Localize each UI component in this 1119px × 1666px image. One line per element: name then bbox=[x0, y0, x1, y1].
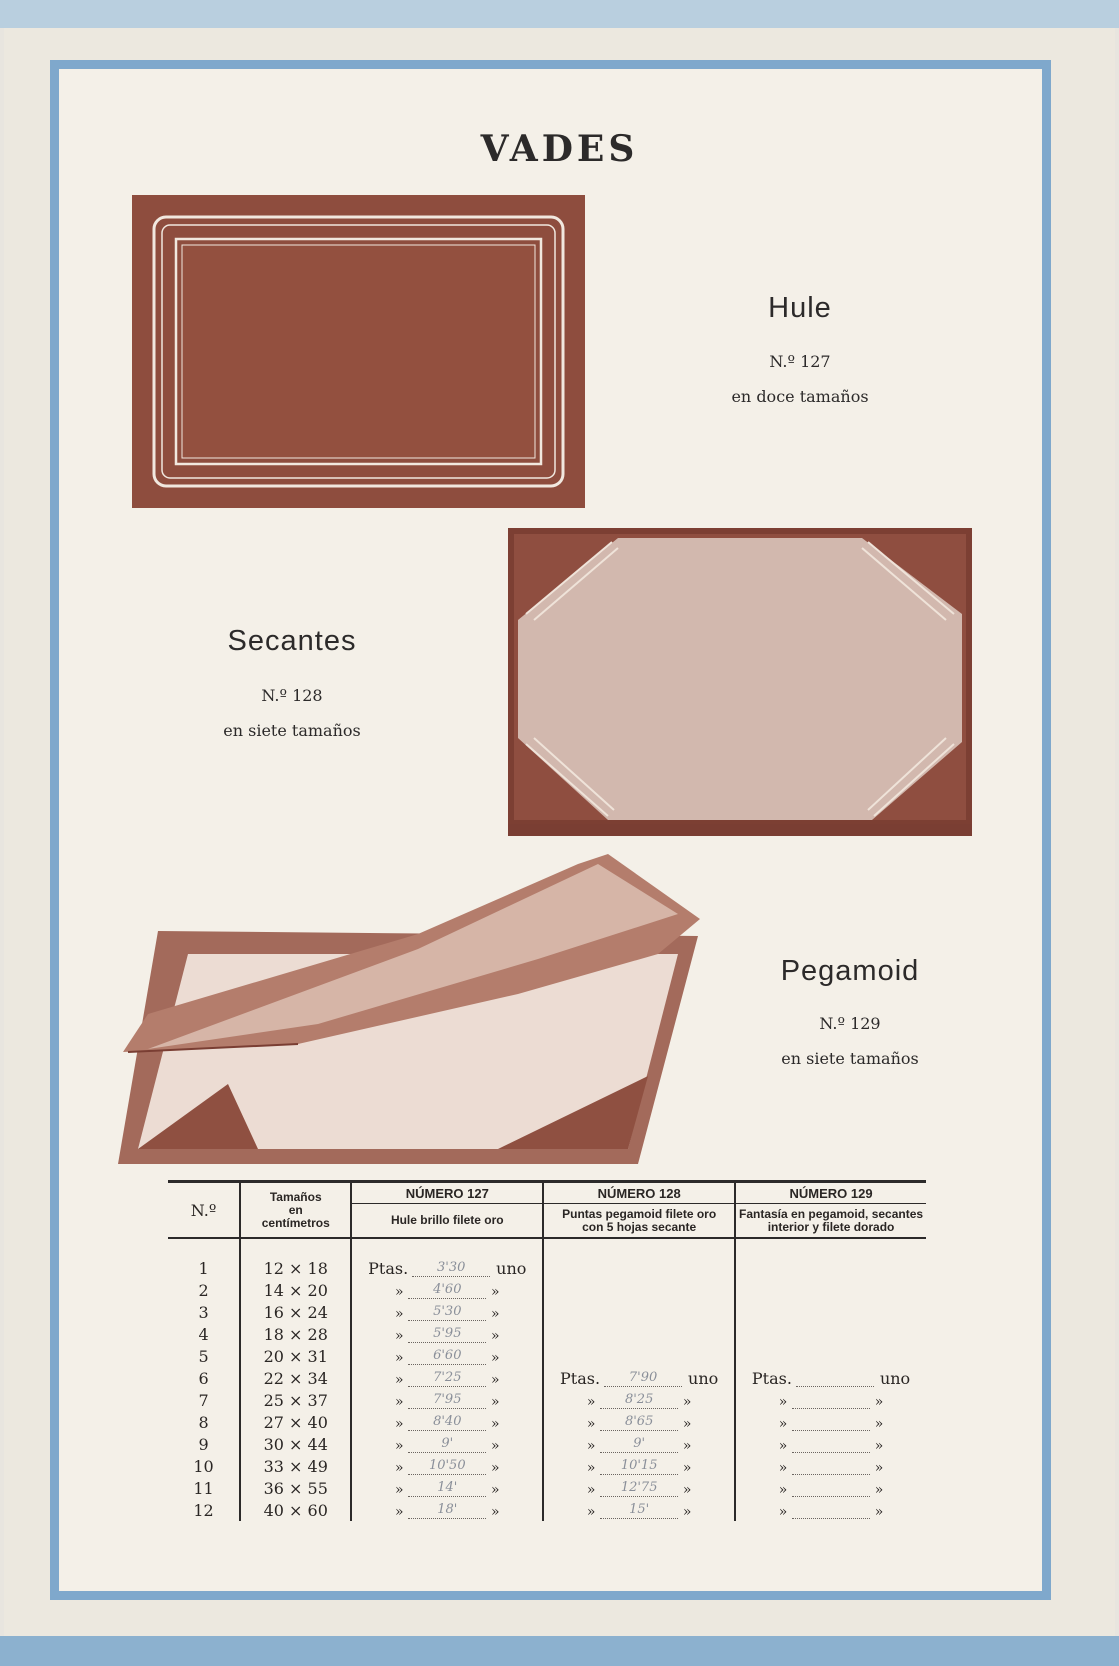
ditto-mark: » bbox=[586, 1415, 596, 1432]
ditto-mark: » bbox=[586, 1459, 596, 1476]
header-127-title: NÚMERO 127 bbox=[351, 1182, 543, 1204]
ditto-mark: » bbox=[490, 1437, 500, 1454]
ditto-mark: » bbox=[874, 1459, 884, 1476]
price-127: 6'60 bbox=[408, 1350, 486, 1365]
table-row bbox=[168, 1499, 926, 1521]
table-row bbox=[168, 1345, 926, 1367]
hule-desk-pad-image bbox=[132, 195, 585, 508]
ditto-mark: » bbox=[778, 1415, 788, 1432]
ditto-mark: » bbox=[682, 1437, 692, 1454]
table-row bbox=[168, 1301, 926, 1323]
ditto-mark: » bbox=[394, 1415, 404, 1432]
ditto-mark: » bbox=[874, 1503, 884, 1520]
ditto-mark: » bbox=[682, 1481, 692, 1498]
table-row bbox=[168, 1257, 926, 1279]
ditto-mark: » bbox=[778, 1481, 788, 1498]
ditto-mark: » bbox=[874, 1415, 884, 1432]
ditto-mark: » bbox=[490, 1415, 500, 1432]
ditto-mark: » bbox=[682, 1415, 692, 1432]
ditto-mark: » bbox=[490, 1371, 500, 1388]
header-129-desc bbox=[735, 1204, 926, 1238]
price-129 bbox=[792, 1460, 870, 1475]
header-128-desc-line2: con 5 hojas secante bbox=[582, 1219, 697, 1234]
ditto-mark: » bbox=[874, 1481, 884, 1498]
table-row bbox=[168, 1367, 926, 1389]
price-127: 4'60 bbox=[408, 1284, 486, 1299]
ditto-mark: » bbox=[394, 1349, 404, 1366]
header-128-desc bbox=[543, 1204, 735, 1238]
row-number: 1 bbox=[198, 1258, 209, 1278]
product-sizes-secantes: en siete tamaños bbox=[223, 721, 361, 740]
ditto-mark: » bbox=[490, 1393, 500, 1410]
bottom-edge bbox=[0, 1636, 1119, 1666]
table-row bbox=[168, 1279, 926, 1301]
pegamoid-desk-pad-image bbox=[118, 844, 708, 1169]
price-127: 3'30 bbox=[412, 1262, 490, 1277]
price-128: 7'90 bbox=[604, 1372, 682, 1387]
product-number-secantes: N.º 128 bbox=[261, 686, 323, 705]
ditto-mark: » bbox=[394, 1371, 404, 1388]
price-129 bbox=[792, 1438, 870, 1453]
ditto-mark: » bbox=[394, 1327, 404, 1344]
price-table bbox=[168, 1180, 926, 1532]
ditto-mark: » bbox=[490, 1327, 500, 1344]
secantes-desk-pad-image bbox=[508, 528, 972, 836]
price-129 bbox=[796, 1372, 874, 1387]
price-128: 8'65 bbox=[600, 1416, 678, 1431]
price-129 bbox=[792, 1416, 870, 1431]
row-size: 40 × 60 bbox=[263, 1500, 328, 1520]
product-number-hule: N.º 127 bbox=[769, 352, 831, 371]
ditto-mark: » bbox=[490, 1349, 500, 1366]
table-row bbox=[168, 1455, 926, 1477]
price-128: 8'25 bbox=[600, 1394, 678, 1409]
ptas-label: Ptas. bbox=[751, 1368, 792, 1388]
ditto-mark: » bbox=[394, 1437, 404, 1454]
row-size: 12 × 18 bbox=[263, 1258, 328, 1278]
row-number: 2 bbox=[198, 1280, 209, 1300]
page-title: VADES bbox=[480, 128, 639, 170]
table-row bbox=[168, 1433, 926, 1455]
ditto-mark: » bbox=[586, 1393, 596, 1410]
price-127: 9' bbox=[408, 1438, 486, 1453]
ditto-mark: » bbox=[394, 1283, 404, 1300]
row-size: 22 × 34 bbox=[263, 1368, 328, 1388]
price-127: 5'30 bbox=[408, 1306, 486, 1321]
price-128: 9' bbox=[600, 1438, 678, 1453]
ditto-mark: » bbox=[682, 1393, 692, 1410]
row-number: 4 bbox=[198, 1324, 209, 1344]
header-size bbox=[240, 1182, 351, 1239]
ditto-mark: » bbox=[490, 1481, 500, 1498]
price-127: 8'40 bbox=[408, 1416, 486, 1431]
product-name-pegamoid: Pegamoid bbox=[780, 955, 920, 987]
ditto-mark: » bbox=[490, 1459, 500, 1476]
row-size: 27 × 40 bbox=[263, 1412, 328, 1432]
row-number: 9 bbox=[198, 1434, 209, 1454]
price-127: 7'95 bbox=[408, 1394, 486, 1409]
row-number: 6 bbox=[198, 1368, 209, 1388]
header-128-title: NÚMERO 128 bbox=[543, 1182, 735, 1204]
price-127: 7'25 bbox=[408, 1372, 486, 1387]
ditto-mark: » bbox=[778, 1393, 788, 1410]
uno-label: uno bbox=[879, 1368, 911, 1388]
ditto-mark: » bbox=[394, 1459, 404, 1476]
row-size: 18 × 28 bbox=[263, 1324, 328, 1344]
price-128: 10'15 bbox=[600, 1460, 678, 1475]
row-size: 14 × 20 bbox=[263, 1280, 328, 1300]
header-number: N.º bbox=[168, 1182, 240, 1239]
price-129 bbox=[792, 1394, 870, 1409]
row-number: 12 bbox=[193, 1500, 214, 1520]
header-129-desc-line1: Fantasía en pegamoid, secantes bbox=[739, 1206, 924, 1221]
table-row bbox=[168, 1323, 926, 1345]
ditto-mark: » bbox=[394, 1393, 404, 1410]
row-size: 25 × 37 bbox=[263, 1390, 328, 1410]
product-sizes-pegamoid: en siete tamaños bbox=[781, 1049, 919, 1068]
ditto-mark: » bbox=[778, 1503, 788, 1520]
ptas-label: Ptas. bbox=[560, 1368, 601, 1388]
ditto-mark: » bbox=[682, 1503, 692, 1520]
ditto-mark: » bbox=[778, 1459, 788, 1476]
ditto-mark: » bbox=[394, 1481, 404, 1498]
row-size: 30 × 44 bbox=[263, 1434, 328, 1454]
ditto-mark: » bbox=[394, 1305, 404, 1322]
ptas-label: Ptas. bbox=[368, 1258, 409, 1278]
row-size: 36 × 55 bbox=[263, 1478, 328, 1498]
header-size-line3: centímetros bbox=[261, 1215, 330, 1230]
row-size: 16 × 24 bbox=[263, 1302, 328, 1322]
table-row bbox=[168, 1477, 926, 1499]
uno-label: uno bbox=[688, 1368, 719, 1388]
row-number: 3 bbox=[198, 1302, 209, 1322]
row-number: 8 bbox=[198, 1412, 209, 1432]
ditto-mark: » bbox=[586, 1503, 596, 1520]
ditto-mark: » bbox=[490, 1305, 500, 1322]
row-size: 20 × 31 bbox=[263, 1346, 328, 1366]
header-128-desc-line1: Puntas pegamoid filete oro bbox=[562, 1206, 717, 1221]
ditto-mark: » bbox=[778, 1437, 788, 1454]
price-129 bbox=[792, 1504, 870, 1519]
price-127: 18' bbox=[408, 1504, 486, 1519]
product-name-hule: Hule bbox=[768, 292, 832, 324]
product-sizes-hule: en doce tamaños bbox=[731, 387, 869, 406]
price-129 bbox=[792, 1482, 870, 1497]
uno-label: uno bbox=[496, 1258, 527, 1278]
table-row bbox=[168, 1411, 926, 1433]
price-127: 14' bbox=[408, 1482, 486, 1497]
row-number: 7 bbox=[198, 1390, 209, 1410]
top-edge bbox=[0, 0, 1119, 28]
row-number: 10 bbox=[193, 1456, 214, 1476]
ditto-mark: » bbox=[586, 1437, 596, 1454]
ditto-mark: » bbox=[874, 1437, 884, 1454]
ditto-mark: » bbox=[490, 1503, 500, 1520]
ditto-mark: » bbox=[682, 1459, 692, 1476]
ditto-mark: » bbox=[586, 1481, 596, 1498]
price-127: 5'95 bbox=[408, 1328, 486, 1343]
header-size-line2: en bbox=[288, 1202, 303, 1217]
header-129-desc-line2: interior y filete dorado bbox=[767, 1219, 895, 1234]
header-size-line1: Tamaños bbox=[269, 1189, 322, 1204]
price-128: 15' bbox=[600, 1504, 678, 1519]
ditto-mark: » bbox=[394, 1503, 404, 1520]
row-number: 5 bbox=[198, 1346, 209, 1366]
header-127-desc: Hule brillo filete oro bbox=[351, 1204, 543, 1238]
product-number-pegamoid: N.º 129 bbox=[819, 1014, 881, 1033]
price-127: 10'50 bbox=[408, 1460, 486, 1475]
table-row bbox=[168, 1389, 926, 1411]
ditto-mark: » bbox=[490, 1283, 500, 1300]
ditto-mark: » bbox=[874, 1393, 884, 1410]
price-rows bbox=[168, 1238, 926, 1521]
price-128: 12'75 bbox=[600, 1482, 678, 1497]
product-name-secantes: Secantes bbox=[227, 625, 357, 657]
header-129-title: NÚMERO 129 bbox=[735, 1182, 926, 1204]
row-size: 33 × 49 bbox=[263, 1456, 328, 1476]
row-number: 11 bbox=[193, 1478, 214, 1498]
